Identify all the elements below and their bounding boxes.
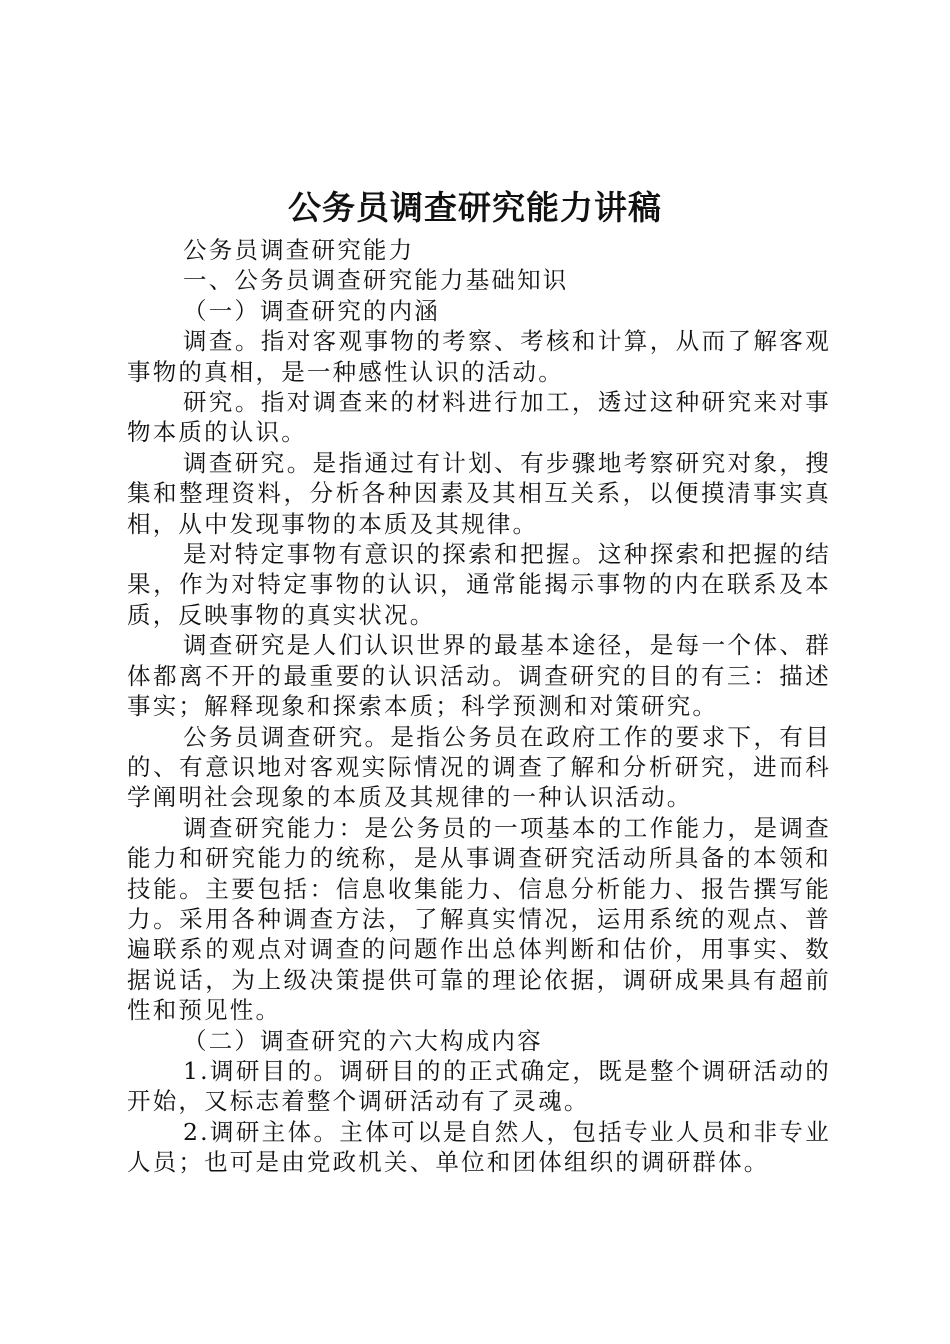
paragraph-civil-servant-research: 公务员调查研究。是指公务员在政府工作的要求下，有目的、有意识地对客观实际情况的调查了解和分析研究，进而科学阐明社会现象的本质及其规律的一种认识活动。 — [127, 722, 831, 812]
paragraph-basic-approach: 调查研究是人们认识世界的最基本途径，是每一个体、群体都离不开的最重要的认识活动。调查研究的目的有三：描述事实；解释现象和探索本质；科学预测和对策研究。 — [127, 631, 831, 721]
paragraph-research: 研究。指对调查来的材料进行加工，透过这种研究来对事物本质的认识。 — [127, 388, 831, 447]
list-item-subject: 2.调研主体。主体可以是自然人，包括专业人员和非专业人员；也可是由党政机关、单位和团体组织的调研群体。 — [127, 1117, 831, 1177]
document-title: 公务员调查研究能力讲稿 — [288, 188, 662, 227]
paragraph-subtitle: 公务员调查研究能力 — [183, 236, 415, 264]
paragraph-investigation-research: 调查研究。是指通过有计划、有步骤地考察研究对象，搜集和整理资料，分析各种因素及其相互关系，以便摸清事实真相，从中发现事物的本质及其规律。 — [127, 448, 831, 538]
document-body — [127, 235, 831, 1178]
list-item-purpose: 1.调研目的。调研目的的正式确定，既是整个调研活动的开始，又标志着整个调研活动有了灵魂。 — [127, 1056, 831, 1116]
paragraph-research-ability: 调查研究能力：是公务员的一项基本的工作能力，是调查能力和研究能力的统称，是从事调查研究活动所具备的本领和技能。主要包括：信息收集能力、信息分析能力、报告撰写能力。采用各种调查方法，了解真实情况，运用系统的观点、普遍联系的观点对调查的问题作出总体判断和估价，用事实、数据说话，为上级决策提供可靠的理论依据，调研成果具有超前性和预见性。 — [127, 813, 831, 1025]
section-heading-1: 一、公务员调查研究能力基础知识 — [183, 266, 569, 295]
paragraph-investigation: 调查。指对客观事物的考察、考核和计算，从而了解客观事物的真相，是一种感性认识的活动。 — [127, 327, 831, 386]
subsection-heading-2: （二）调查研究的六大构成内容 — [183, 1026, 543, 1055]
subsection-heading-1: （一）调查研究的内涵 — [183, 296, 440, 325]
paragraph-exploration: 是对特定事物有意识的探索和把握。这种探索和把握的结果，作为对特定事物的认识，通常能揭示事物的内在联系及本质，反映事物的真实状况。 — [127, 540, 831, 629]
